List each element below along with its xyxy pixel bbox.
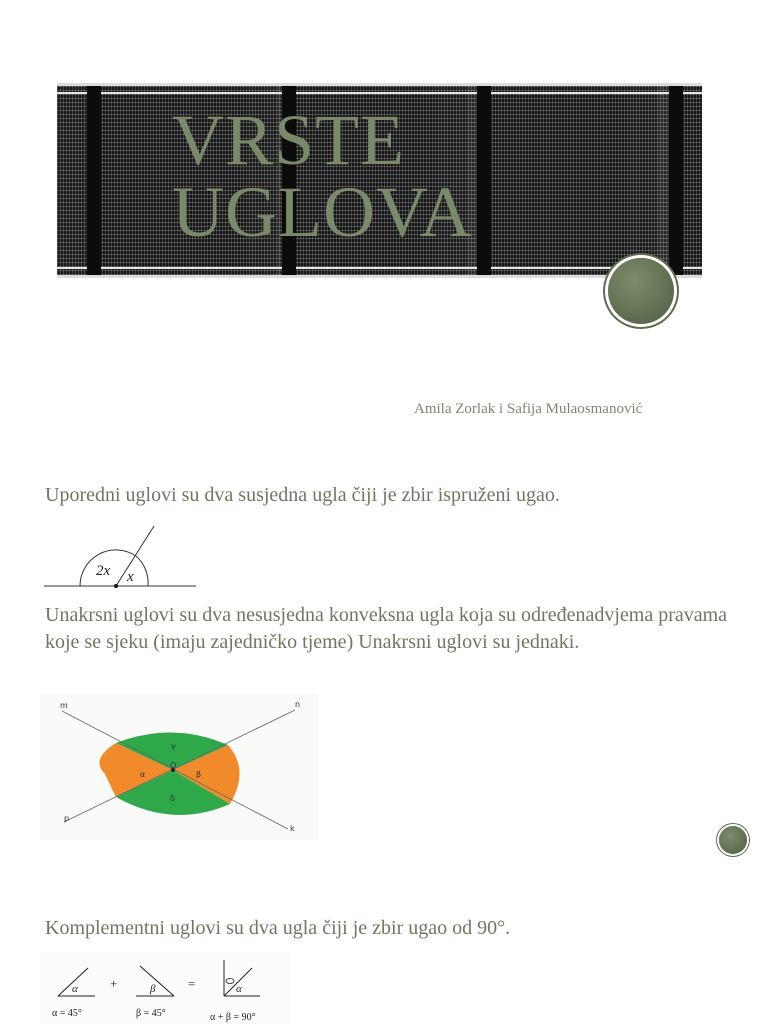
beta-value: β = 45° — [136, 1008, 166, 1019]
label-delta: δ — [170, 794, 175, 803]
label-gamma: γ — [171, 742, 176, 751]
label-center: O — [170, 761, 177, 770]
vertex-dot — [114, 584, 118, 588]
label-beta: β — [196, 770, 202, 779]
label-2x: 2x — [96, 563, 111, 579]
sum-symbol: α — [236, 983, 242, 995]
authors: Amila Zorlak i Safija Mulaosmanović — [414, 401, 643, 417]
equals-sign: = — [188, 976, 196, 991]
plus-sign: + — [110, 976, 118, 991]
banner-stripe — [57, 92, 702, 94]
title-line-1: VRSTE — [172, 100, 406, 180]
label-x: x — [127, 569, 134, 585]
sum-value: α + β = 90° — [210, 1012, 256, 1023]
arc-small — [136, 556, 148, 586]
banner-column — [477, 86, 491, 275]
decorative-circle-icon — [719, 826, 747, 854]
label-n: n — [295, 700, 301, 709]
figure-komplementni-uglovi — [40, 952, 290, 1024]
decorative-circle-icon — [608, 258, 674, 324]
label-m: m — [60, 701, 68, 710]
banner-column — [87, 86, 101, 275]
figure-unakrsni-uglovi — [40, 694, 318, 840]
paragraph-uporedni: Uporedni uglovi su dva susjedna ugla čiji je zbir ispruženi ugao. — [45, 484, 560, 506]
page-title — [172, 100, 473, 252]
figure-uporedni-uglovi — [40, 520, 200, 590]
paragraph-komplementni: Komplementni uglovi su dva ugla čiji je zbir ugao od 90°. — [45, 917, 511, 939]
label-k: k — [290, 824, 295, 833]
banner-stripe — [57, 267, 702, 269]
label-p: p — [64, 814, 70, 823]
title-line-2: UGLOVA — [172, 172, 473, 252]
banner-column — [669, 86, 683, 275]
label-alpha: α — [140, 770, 146, 779]
alpha-symbol: α — [72, 983, 78, 995]
ray-line — [116, 526, 154, 586]
alpha-value: α = 45° — [52, 1008, 82, 1019]
beta-symbol: β — [150, 983, 156, 995]
paragraph-unakrsni: Unakrsni uglovi su dva nesusjedna konveksna ugla koja su određenadvjema pravama koje se sjeku (imaju zajedničko tjeme) Unakrsni uglovi su jednaki. — [45, 604, 728, 653]
